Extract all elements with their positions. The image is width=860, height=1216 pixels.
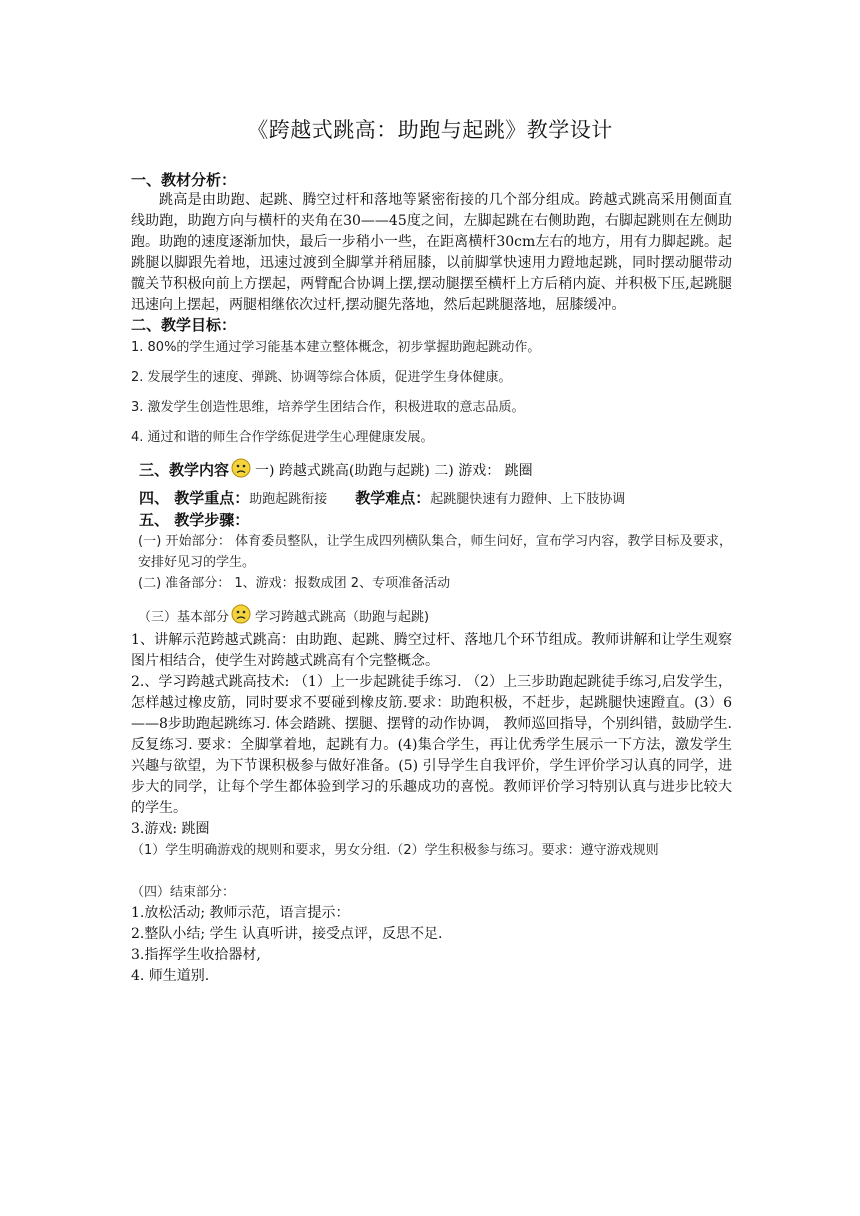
technique-learning-paragraph: 2.、学习跨越式跳高技术: （1）上一步起跳徒手练习. （2）上三步助跑起跳徒手练习,启发学生，怎样越过橡皮筋，同时要求不要碰到橡皮筋.要求：助跑积极，不赶步，起跳腿快速蹬直。(3）6——8步助跑起跳练习. 体会踏跳、摆腿、摆臂的动作协调， 教师巡回指导，个别纠错，鼓励学生. 反复练习. 要求：全脚掌着地，起跳有力。(4)集合学生，再让优秀学生展示一下方法，激发学生兴趣与欲望，为下节课积极参与做好准备。(5) 引导学生自我评价，学生评价学习认真的同学，进步大的同学，让每个学生都体验到学习的乐趣成功的喜悦。教师评价学习特别认真与进步比较大的学生。 bbox=[131, 674, 732, 816]
section-heading-teaching-content: 三、教学内容 bbox=[139, 461, 230, 479]
basic-part-text: 学习跨越式跳高（助跑与起跳) bbox=[255, 610, 430, 625]
goal-item-1: 1. 80%的学生通过学习能基本建立整体概念，初步掌握助跑起跳动作。 bbox=[131, 340, 541, 355]
goal-item-2: 2. 发展学生的速度、弹跳、协调等综合体质，促进学生身体健康。 bbox=[131, 370, 512, 385]
frown-face-icon bbox=[231, 604, 251, 624]
ending-item-1: 1.放松活动; 教师示范，语言提示： bbox=[131, 905, 350, 921]
section-heading-material-analysis: 一、教材分析： bbox=[131, 171, 237, 189]
goal-item-3: 3. 激发学生创造性思维，培养学生团结合作，积极进取的意志品质。 bbox=[131, 400, 525, 415]
basic-part-label: （三）基本部分 bbox=[138, 610, 230, 625]
difficult-point-text: 起跳腿快速有力蹬伸、上下肢协调 bbox=[430, 492, 626, 507]
section-heading-teaching-steps: 五、 教学步骤： bbox=[139, 511, 250, 529]
step-prepare-part: (二) 准备部分： 1、游戏：报数成团 2、专项准备活动 bbox=[138, 576, 451, 591]
key-points-line bbox=[131, 489, 732, 510]
section-heading-ending-part: （四）结束部分： bbox=[131, 885, 236, 900]
material-analysis-paragraph: 跳高是由助跑、起跳、腾空过杆和落地等紧密衔接的几个部分组成。跨越式跳高采用侧面直线助跑，助跑方向与横杆的夹角在30——45度之间，左脚起跳在右侧助跑，右脚起跳则在左侧助跑。助跑的速度逐渐加快，最后一步稍小一些，在距离横杆30cm左右的地方，用有力脚起跳。起跳腿以脚跟先着地，迅速过渡到全脚掌并稍屈膝，以前脚掌快速用力蹬地起跳，同时摆动腿带动髋关节积极向前上方摆起，两臂配合协调上摆,摆动腿摆至横杆上方后稍内旋、并积极下压,起跳腿迅速向上摆起，两腿相继依次过杆,摆动腿先落地，然后起跳腿落地，屈膝缓冲。 bbox=[131, 192, 732, 313]
section-heading-key-point: 四、 教学重点： bbox=[139, 489, 250, 507]
step-basic-part bbox=[131, 604, 732, 630]
teaching-content-text: 一) 跨越式跳高(助跑与起跳) 二) 游戏： 跳圈 bbox=[255, 463, 533, 479]
ending-item-2: 2.整队小结; 学生 认真听讲，接受点评，反思不足. bbox=[131, 926, 443, 942]
key-point-text: 助跑起跳衔接 bbox=[249, 492, 328, 507]
teaching-content-line bbox=[131, 458, 732, 483]
heading-difficult-point: 教学难点： bbox=[355, 489, 431, 507]
section-heading-teaching-goals: 二、教学目标： bbox=[131, 316, 237, 334]
game-title: 3.游戏: 跳圈 bbox=[131, 821, 210, 837]
ending-item-3: 3.指挥学生收拾器材, bbox=[131, 947, 261, 963]
ending-item-4: 4. 师生道别. bbox=[131, 968, 210, 984]
goal-item-4: 4. 通过和谐的师生合作学练促进学生心理健康发展。 bbox=[131, 430, 434, 445]
step-start-part: (一) 开始部分： 体育委员整队，让学生成四列横队集合，师生问好，宣布学习内容，教学目标及要求，安排好见习的学生。 bbox=[138, 534, 732, 570]
document-title: 《跨越式跳高：助跑与起跳》教学设计 bbox=[247, 118, 613, 142]
frown-face-icon bbox=[231, 458, 251, 478]
document-body bbox=[131, 171, 732, 987]
game-paragraph: （1）学生明确游戏的规则和要求，男女分组.（2）学生积极参与练习。要求：遵守游戏规则 bbox=[131, 843, 659, 858]
explain-demo-paragraph: 1、讲解示范跨越式跳高：由助跑、起跳、腾空过杆、落地几个环节组成。教师讲解和让学生观察图片相结合，使学生对跨越式跳高有个完整概念。 bbox=[131, 632, 732, 669]
